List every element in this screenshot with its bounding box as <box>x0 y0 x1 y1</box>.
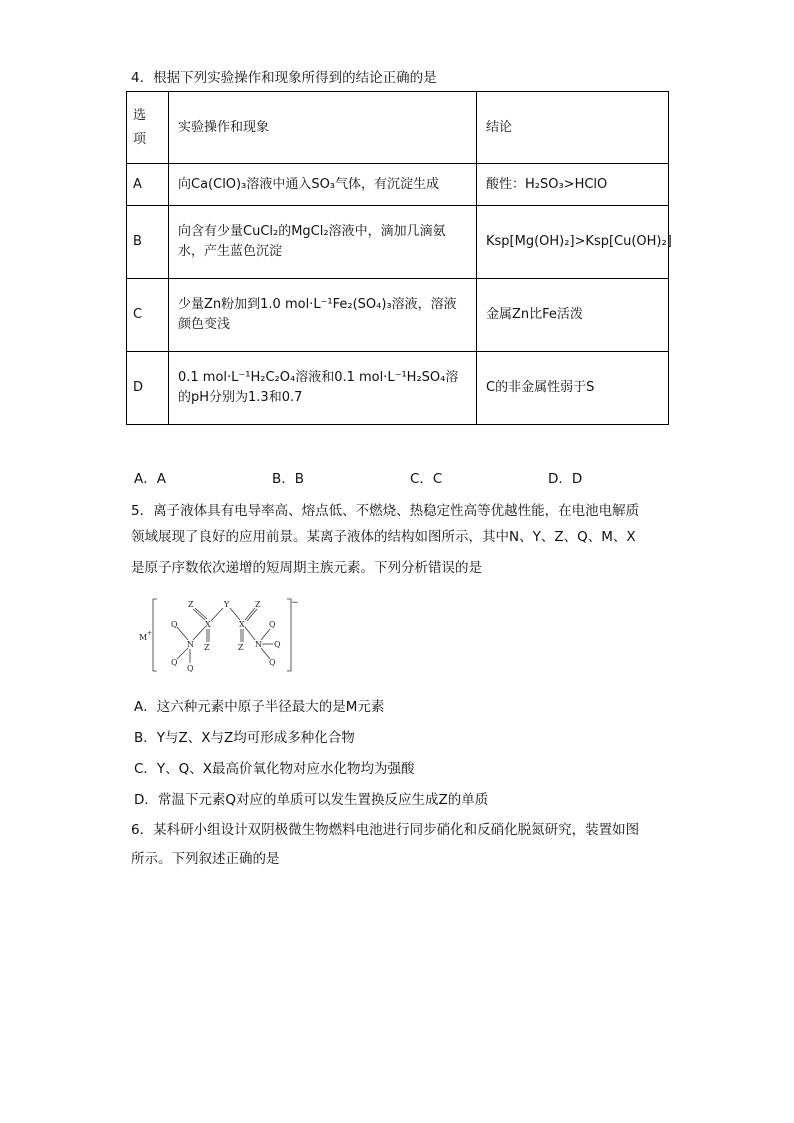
table-row <box>127 279 669 352</box>
atom-q: Q <box>269 658 276 667</box>
q5-option-a[interactable]: A．这六种元素中原子半径最大的是M元素 <box>134 699 385 715</box>
atom-n: N <box>187 640 194 649</box>
row-option: A <box>127 164 169 206</box>
row-operation: 向含有少量CuCl₂的MgCl₂溶液中，滴加几滴氨水，产生蓝色沉淀 <box>169 206 477 279</box>
atom-z: Z <box>204 643 210 652</box>
row-conclusion: C的非金属性弱于S <box>477 352 669 425</box>
question-5-line-1: 5．离子液体具有电导率高、熔点低、不燃烧、热稳定性高等优越性能，在电池电解质 <box>131 503 640 519</box>
atom-z: Z <box>255 600 261 609</box>
atom-q: Q <box>274 640 281 649</box>
choice-a[interactable]: A．A <box>134 471 166 487</box>
question-6-line-2: 所示。下列叙述正确的是 <box>131 851 280 867</box>
table-row <box>127 352 669 425</box>
q5-option-d[interactable]: D．常温下元素Q对应的单质可以发生置换反应生成Z的单质 <box>134 792 489 808</box>
table-header-row <box>127 92 669 164</box>
row-option: D <box>127 352 169 425</box>
row-conclusion: Ksp[Mg(OH)₂]>Ksp[Cu(OH)₂] <box>477 206 669 279</box>
atom-x: X <box>205 620 211 629</box>
row-conclusion: 金属Zn比Fe活泼 <box>477 279 669 352</box>
question-6-line-1: 6．某科研小组设计双阴极微生物燃料电池进行同步硝化和反硝化脱氮研究，装置如图 <box>131 822 640 838</box>
atom-n: N <box>255 640 262 649</box>
atom-q: Q <box>269 620 276 629</box>
header-conclusion: 结论 <box>477 92 669 164</box>
table-row <box>127 164 669 206</box>
header-operation: 实验操作和现象 <box>169 92 477 164</box>
atom-q: Q <box>187 664 194 673</box>
row-option: B <box>127 206 169 279</box>
atom-y: Y <box>224 600 230 609</box>
atom-q: Q <box>171 620 178 629</box>
cation-charge: + <box>147 630 153 637</box>
row-operation: 少量Zn粉加到1.0 mol·L⁻¹Fe₂(SO₄)₃溶液，溶液颜色变浅 <box>169 279 477 352</box>
question-5-line-2: 领域展现了良好的应用前景。某离子液体的结构如图所示，其中N、Y、Z、Q、M、X <box>131 529 636 545</box>
ionic-liquid-structure <box>133 595 303 675</box>
question-4-choices <box>134 467 654 487</box>
question-4-title: 4．根据下列实验操作和现象所得到的结论正确的是 <box>131 70 437 86</box>
atom-z: Z <box>238 643 244 652</box>
anion-charge: − <box>291 598 299 608</box>
atom-q: Q <box>171 658 178 667</box>
row-operation: 0.1 mol·L⁻¹H₂C₂O₄溶液和0.1 mol·L⁻¹H₂SO₄溶的pH分别为1.3和0.7 <box>169 352 477 425</box>
q5-option-c[interactable]: C．Y、Q、X最高价氧化物对应水化物均为强酸 <box>134 761 415 777</box>
q5-option-b[interactable]: B．Y与Z、X与Z均可形成多种化合物 <box>134 730 355 746</box>
choice-d[interactable]: D．D <box>548 471 583 487</box>
atom-x: X <box>239 620 245 629</box>
row-conclusion: 酸性：H₂SO₃>HClO <box>477 164 669 206</box>
table-row <box>127 206 669 279</box>
question-5-line-3: 是原子序数依次递增的短周期主族元素。下列分析错误的是 <box>131 560 482 576</box>
experiment-table <box>126 91 672 425</box>
choice-b[interactable]: B．B <box>272 471 305 487</box>
cation-label: M <box>139 633 148 642</box>
atom-z: Z <box>188 600 194 609</box>
row-option: C <box>127 279 169 352</box>
header-option: 选项 <box>127 92 169 164</box>
choice-c[interactable]: C．C <box>410 471 443 487</box>
row-operation: 向Ca(ClO)₃溶液中通入SO₃气体，有沉淀生成 <box>169 164 477 206</box>
